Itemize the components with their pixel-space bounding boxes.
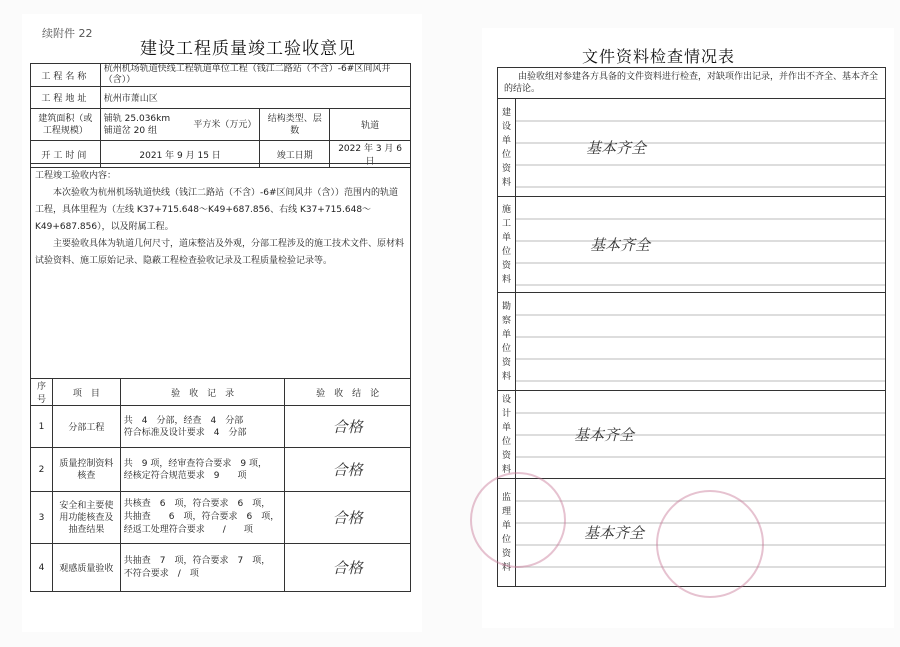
seal-stamp	[656, 490, 764, 598]
row-record	[120, 406, 285, 448]
content-heading: 工程竣工验收内容：	[35, 171, 117, 181]
address: 杭州市萧山区	[100, 87, 410, 109]
project-name: 杭州机场轨道快线工程轨道单位工程（钱江二路站（不含）-6#区间风井（含））	[100, 64, 410, 87]
address-label: 工程地址	[31, 87, 101, 109]
record-line: 经返工处理符合要求 / 项	[123, 525, 253, 535]
structure-value: 轨道	[330, 109, 411, 141]
area-label: 建筑面积（或工程规模）	[31, 109, 101, 141]
section-label: 设计单位资料	[498, 391, 516, 479]
record-line: 共 9 项，经审查符合要求 9 项，	[123, 458, 267, 469]
area-value-track: 铺轨 25.036km	[103, 113, 171, 124]
content-box	[30, 163, 411, 379]
section-row	[498, 197, 886, 293]
row-record	[120, 492, 285, 544]
table-row	[31, 448, 411, 492]
structure-label: 结构类型、层数	[260, 109, 330, 141]
record-line: 共抽查 7 项，符合要求 7 项，	[123, 555, 271, 566]
column-header: 验 收 结 论	[285, 379, 411, 406]
left-page-title: 建设工程质量竣工验收意见	[140, 39, 356, 59]
area-unit: 平方米（万元）	[193, 119, 257, 130]
section-body	[515, 197, 885, 293]
start-label: 开工时间	[31, 141, 101, 168]
section-signature: 基本齐全	[583, 524, 644, 542]
end-label: 竣工日期	[260, 141, 330, 168]
row-item: 观感质量验收	[52, 544, 120, 592]
section-label: 勘察单位资料	[498, 293, 516, 391]
project-name-label: 工程名称	[31, 64, 101, 87]
section-row	[498, 99, 886, 197]
end-date: 2022 年 3 月 6 日	[330, 141, 411, 168]
seal-stamp	[470, 472, 566, 568]
section-body	[515, 293, 885, 391]
section-signature: 基本齐全	[589, 236, 650, 254]
section-body	[515, 391, 885, 479]
table-row	[31, 544, 411, 592]
attachment-label: 续附件 22	[42, 27, 93, 40]
area-cell	[100, 109, 260, 141]
row-number: 2	[31, 448, 53, 492]
row-record	[120, 448, 285, 492]
content-paragraph-1: 本次验收为杭州机场轨道快线（钱江二路站（不含）-6#区间风井（含））范围内的轨道工程，具体里程为（左线 K37+715.648～K49+687.856、右线 K37+715.648～K49+687.856），以及附属工程。	[35, 188, 399, 232]
row-record	[120, 544, 285, 592]
record-line: 不符合要求 / 项	[123, 568, 199, 579]
content-cell	[31, 164, 411, 379]
right-page-title: 文件资料检查情况表	[582, 47, 736, 66]
row-conclusion-signature: 合格	[285, 406, 411, 448]
row-number: 3	[31, 492, 53, 544]
section-label: 监理单位资料	[498, 479, 516, 587]
row-conclusion-signature: 合格	[285, 544, 411, 592]
column-header: 序号	[31, 379, 53, 406]
row-number: 4	[31, 544, 53, 592]
content-paragraph-2: 主要验收具体为轨道几何尺寸，道床整洁及外观，分部工程涉及的施工技术文件、原材料试验资料、施工原始记录、隐蔽工程检查验收记录及工程质量检验记录等。	[35, 239, 405, 266]
section-label: 建设单位资料	[498, 99, 516, 197]
section-signature: 基本齐全	[585, 139, 646, 157]
section-signature: 基本齐全	[573, 426, 634, 444]
record-line: 经核定符合规范要求 9 项	[123, 470, 247, 481]
record-line: 共抽查 6 项，符合要求 6 项，	[123, 512, 280, 522]
row-conclusion-signature: 合格	[285, 492, 411, 544]
start-date: 2021 年 9 月 15 日	[100, 141, 260, 168]
record-line: 共核查 6 项，符合要求 6 项，	[123, 499, 271, 509]
row-number: 1	[31, 406, 53, 448]
file-check-intro: 由验收组对参建各方具备的文件资料进行检查，对缺项作出记录，并作出不齐全、基本齐全的结论。	[498, 68, 886, 99]
acceptance-table	[30, 378, 411, 592]
row-item: 质量控制资料核查	[52, 448, 120, 492]
table-row	[31, 406, 411, 448]
row-conclusion-signature: 合格	[285, 448, 411, 492]
row-item: 安全和主要使用功能核查及抽查结果	[52, 492, 120, 544]
column-header: 验 收 记 录	[120, 379, 285, 406]
section-body	[515, 99, 885, 197]
column-header: 项 目	[52, 379, 120, 406]
project-info-table	[30, 63, 411, 168]
row-item: 分部工程	[52, 406, 120, 448]
table-row	[31, 492, 411, 544]
area-value-switch: 铺道岔 20 组	[103, 125, 157, 136]
section-label: 施工单位资料	[498, 197, 516, 293]
section-row	[498, 391, 886, 479]
section-row	[498, 293, 886, 391]
record-line: 共 4 分部，经查 4 分部	[123, 415, 244, 426]
record-line: 符合标准及设计要求 4 分部	[123, 427, 247, 438]
